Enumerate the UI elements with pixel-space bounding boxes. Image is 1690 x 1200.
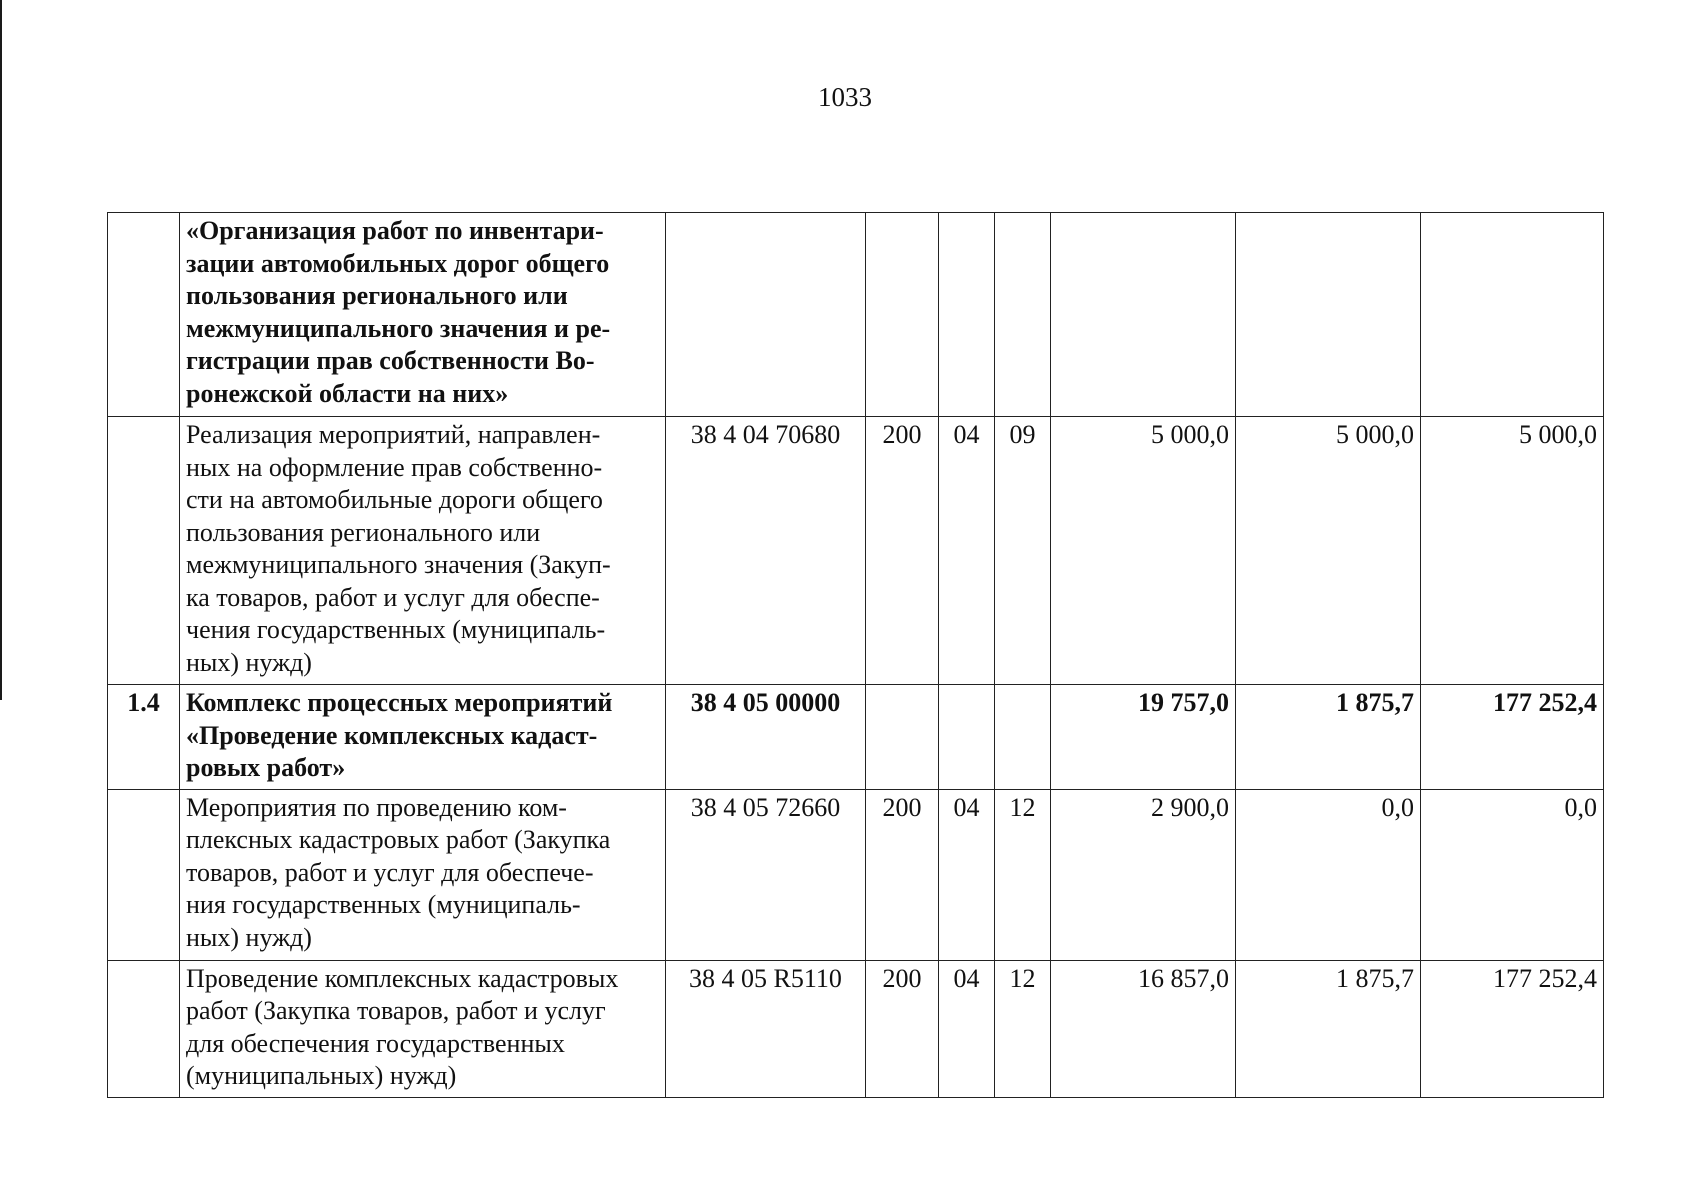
row-vr: 200 — [866, 417, 939, 685]
row-name: Мероприятия по проведению ком- плексных кадастровых работ (Закупка товаров, работ и услуг для обеспече- ния государственных (муниципаль- ных) нужд) — [180, 789, 666, 960]
table-row — [108, 685, 1604, 790]
row-year1-amount: 2 900,0 — [1051, 789, 1236, 960]
row-number — [108, 960, 180, 1097]
row-rz: 04 — [939, 417, 995, 685]
row-number — [108, 789, 180, 960]
row-year3-amount — [1421, 213, 1604, 417]
row-year2-amount — [1236, 213, 1421, 417]
row-vr: 200 — [866, 789, 939, 960]
row-name: Проведение комплексных кадастровых работ (Закупка товаров, работ и услуг для обеспечения государственных (муниципальных) нужд) — [180, 960, 666, 1097]
row-number — [108, 417, 180, 685]
row-name: «Организация работ по инвентари- зации автомобильных дорог общего пользования регионального или межмуниципального значения и ре- гистрации прав собственности Во- ронежской области на них» — [180, 213, 666, 417]
row-year1-amount — [1051, 213, 1236, 417]
row-code: 38 4 05 00000 — [666, 685, 866, 790]
row-year2-amount: 1 875,7 — [1236, 685, 1421, 790]
row-year3-amount: 5 000,0 — [1421, 417, 1604, 685]
table-row — [108, 213, 1604, 417]
row-rz — [939, 213, 995, 417]
row-year1-amount: 5 000,0 — [1051, 417, 1236, 685]
row-vr: 200 — [866, 960, 939, 1097]
row-rz: 04 — [939, 960, 995, 1097]
row-year2-amount: 1 875,7 — [1236, 960, 1421, 1097]
budget-table — [107, 212, 1604, 1098]
row-code — [666, 213, 866, 417]
row-code: 38 4 04 70680 — [666, 417, 866, 685]
row-name: Реализация мероприятий, направлен- ных на оформление прав собственно- сти на автомобильные дороги общего пользования регионального или межмуниципального значения (Закуп- ка товаров, работ и услуг для обеспе- чения государственных (муниципаль- ных) нужд) — [180, 417, 666, 685]
row-pr: 12 — [995, 789, 1051, 960]
table-row — [108, 960, 1604, 1097]
row-year1-amount: 16 857,0 — [1051, 960, 1236, 1097]
row-vr — [866, 685, 939, 790]
row-code: 38 4 05 72660 — [666, 789, 866, 960]
row-year3-amount: 177 252,4 — [1421, 685, 1604, 790]
row-pr — [995, 685, 1051, 790]
row-vr — [866, 213, 939, 417]
row-pr — [995, 213, 1051, 417]
row-number: 1.4 — [108, 685, 180, 790]
row-code: 38 4 05 R5110 — [666, 960, 866, 1097]
row-name: Комплекс процессных мероприятий «Проведение комплексных кадаст- ровых работ» — [180, 685, 666, 790]
table-row — [108, 417, 1604, 685]
row-year3-amount: 177 252,4 — [1421, 960, 1604, 1097]
table-row — [108, 789, 1604, 960]
row-number — [108, 213, 180, 417]
row-year2-amount: 0,0 — [1236, 789, 1421, 960]
row-pr: 12 — [995, 960, 1051, 1097]
row-year3-amount: 0,0 — [1421, 789, 1604, 960]
row-rz — [939, 685, 995, 790]
row-year1-amount: 19 757,0 — [1051, 685, 1236, 790]
row-year2-amount: 5 000,0 — [1236, 417, 1421, 685]
row-rz: 04 — [939, 789, 995, 960]
page-number: 1033 — [818, 82, 872, 112]
row-pr: 09 — [995, 417, 1051, 685]
